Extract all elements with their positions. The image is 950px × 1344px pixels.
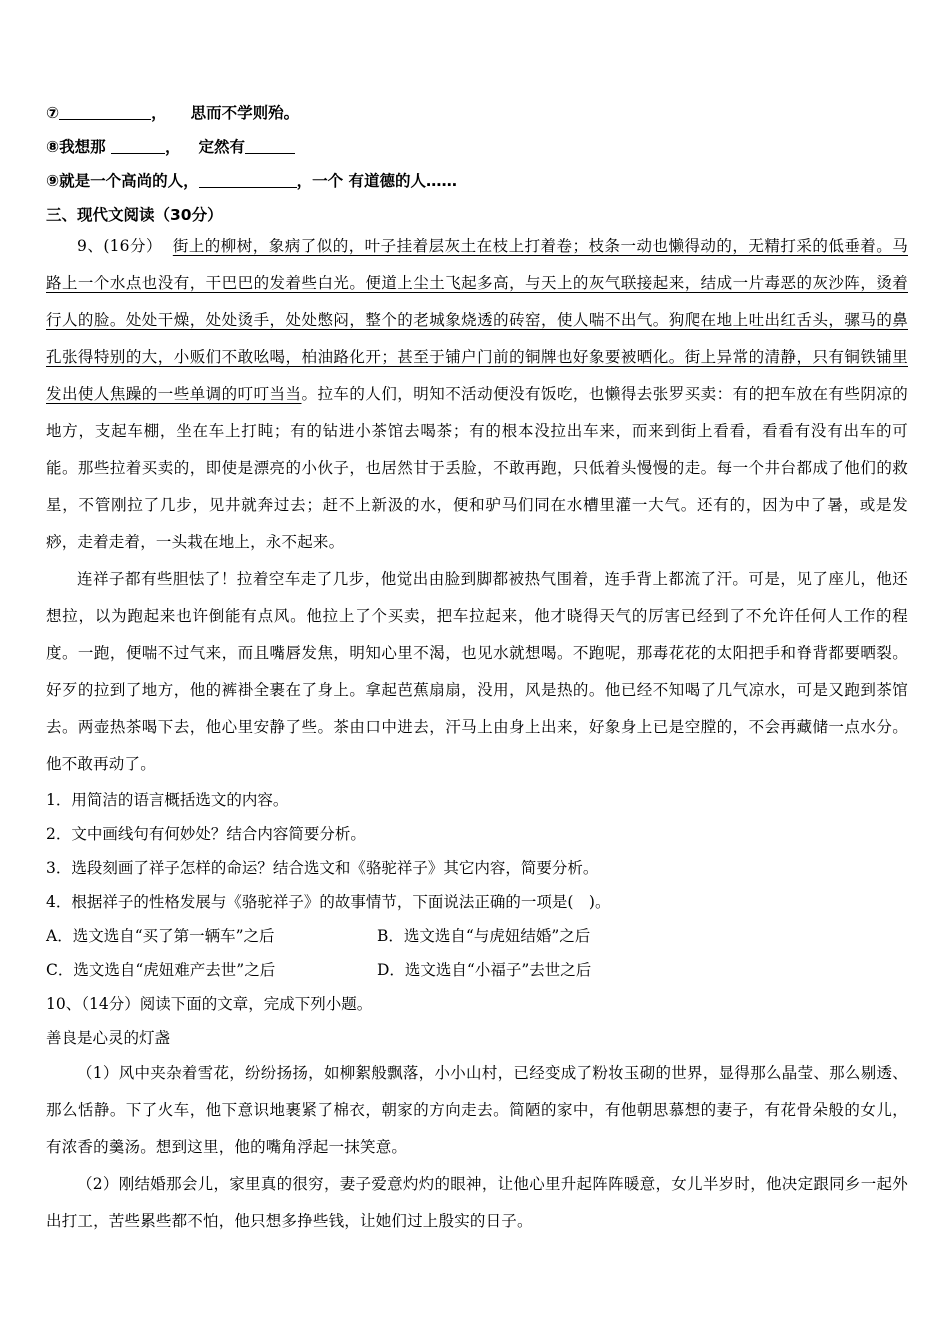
fill-item-7: ⑦ ， 思而不学则殆。 [46,96,908,130]
passage-paragraph-1: 9、(16分） 街上的柳树，象病了似的，叶子挂着层灰土在枝上打着卷；枝条一动也懒得动的，无精打采的低垂着。马路上一个水点也没有，干巴巴的发着些白光。便道上尘土飞起多高，与天上的灰气联接起来，结成一片毒恶的灰沙阵，烫着行人的脸。处处干燥，处处烫手，处处憋闷，整个的老城象烧透的砖窑，使人喘不出气。狗爬在地上吐出红舌头，骡马的鼻孔张得特别的大，小贩们不敢吆喝，柏油路化开；甚至于铺户门前的铜牌也好象要被晒化。街上异常的清静，只有铜铁铺里发出使人焦躁的一些单调的叮叮当当。拉车的人们，明知不活动便没有饭吃，也懒得去张罗买卖：有的把车放在有些阴凉的地方，支起车棚，坐在车上打盹；有的钻进小茶馆去喝茶；有的根本没拉出车来，而来到街上看看，看看有没有出车的可能。那些拉着买卖的，即使是漂亮的小伙子，也居然甘于丢脸，不敢再跑，只低着头慢慢的走。每一个井台都成了他们的救星，不管刚拉了几步，见井就奔过去；赶不上新汲的水，便和驴马们同在水槽里灌一大气。还有的，因为中了暑，或是发痧，走着走着，一头栽在地上，永不起来。 [46,237,908,551]
option-d[interactable]: D．选文选自“小福子”去世之后 [377,961,592,979]
question-label: 9、(16分） [77,237,162,255]
exam-page [46,96,908,1240]
answer-blank[interactable] [59,101,151,120]
option-b[interactable]: B．选文选自“与虎妞结婚”之后 [377,927,591,945]
article-paragraph-2: （2）刚结婚那会儿，家里真的很穷，妻子爱意灼灼的眼神，让他心里升起阵阵暖意，女儿半岁时，他决定跟同乡一起外出打工，苦些累些都不怕，他只想多挣些钱，让她们过上殷实的日子。 [46,1175,908,1230]
article-title: 善良是心灵的灯盏 [46,1029,171,1047]
option-c[interactable]: C．选文选自“虎妞难产去世”之后 [46,961,276,979]
answer-blank[interactable] [245,135,295,154]
sub-question-2: 2．文中画线句有何妙处？结合内容简要分析。 [46,825,366,843]
passage-paragraph-2: 连祥子都有些胆怯了！拉着空车走了几步，他觉出由脸到脚都被热气围着，连手背上都流了汗。可是，见了座儿，他还想拉，以为跑起来也许倒能有点风。他拉上了个买卖，把车拉起来，他才晓得天气的厉害已经到了不允许任何人工作的程度。一跑，便喘不过气来，而且嘴唇发焦，明知心里不渴，也见水就想喝。不跑呢，那毒花花的太阳把手和脊背都要晒裂。好歹的拉到了地方，他的裤褂全裹在了身上。拿起芭蕉扇扇，没用，风是热的。他已经不知喝了几气凉水，可是又跑到茶馆去。两壶热茶喝下去，他心里安静了些。茶由口中进去，汗马上由身上出来，好象身上已是空膛的，不会再藏储一点水分。他不敢再动了。 [46,570,908,773]
answer-blank[interactable] [111,135,165,154]
options-row-1 [46,919,908,953]
fill-item-9: ⑨就是一个高尚的人， ，一个 有道德的人…… [46,164,908,198]
option-a[interactable]: A．选文选自“买了第一辆车”之后 [46,927,275,945]
sub-question-1: 1．用简洁的语言概括选文的内容。 [46,791,289,809]
question-10-label: 10、（14分）阅读下面的文章，完成下列小题。 [46,995,373,1013]
sub-question-3: 3．选段刻画了祥子怎样的命运？结合选文和《骆驼祥子》其它内容，简要分析。 [46,859,599,877]
sub-question-4: 4．根据祥子的性格发展与《骆驼祥子》的故事情节，下面说法正确的一项是( )。 [46,893,611,911]
answer-blank[interactable] [199,169,297,188]
fill-item-8: ⑧我想那 ， 定然有 [46,130,908,164]
article-paragraph-1: （1）风中夹杂着雪花，纷纷扬扬，如柳絮般飘落，小小山村，已经变成了粉妆玉砌的世界，显得那么晶莹、那么剔透、那么恬静。下了火车，他下意识地裹紧了棉衣，朝家的方向走去。简陋的家中，有他朝思慕想的妻子，有花骨朵般的女儿，有浓香的羹汤。想到这里，他的嘴角浮起一抹笑意。 [46,1064,908,1156]
options-row-2 [46,953,908,987]
underlined-sentences: 街上的柳树，象病了似的，叶子挂着层灰土在枝上打着卷；枝条一动也懒得动的，无精打采的低垂着。马路上一个水点也没有，干巴巴的发着些白光。便道上尘土飞起多高，与天上的灰气联接起来，结成一片毒恶的灰沙阵，烫着行人的脸。处处干燥，处处烫手，处处憋闷，整个的老城象烧透的砖窑，使人喘不出气。狗爬在地上吐出红舌头，骡马的鼻孔张得特别的大，小贩们不敢吆喝，柏油路化开；甚至于铺户门前的铜牌也好象要被晒化。街上异常的清静，只有铜铁铺里发出使人焦躁的一些单调的叮叮当当 [46,237,908,403]
section-title: 三、现代文阅读（30分） [46,206,223,224]
